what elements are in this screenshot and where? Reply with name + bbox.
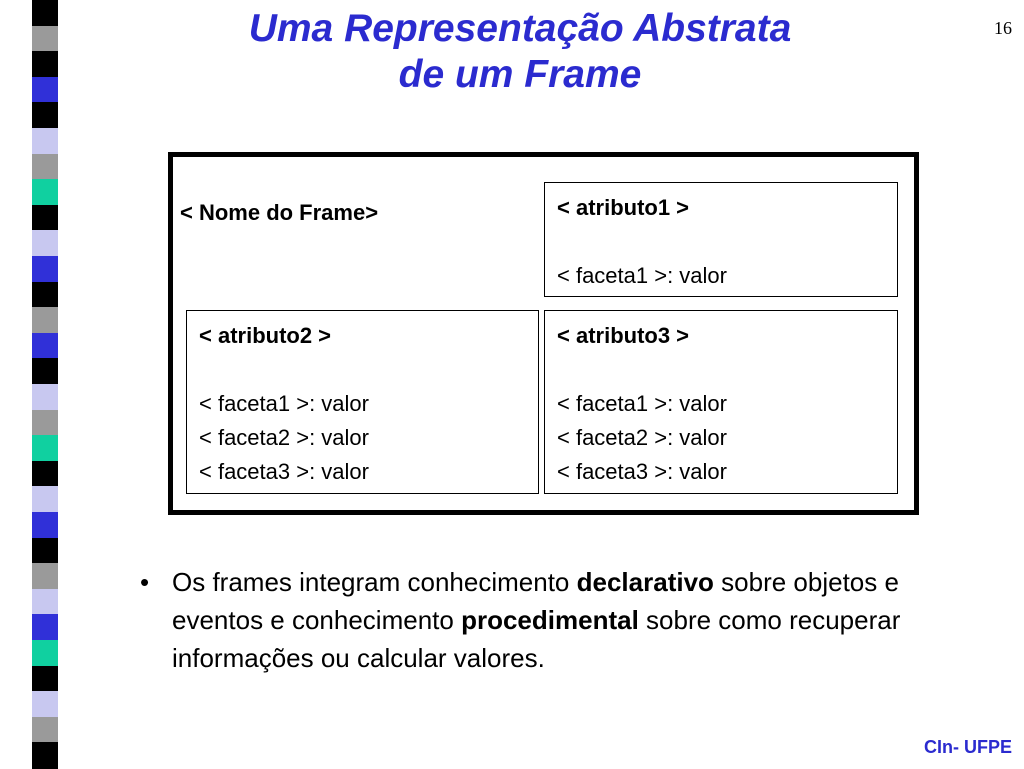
facet-line: < faceta1 >: valor bbox=[557, 263, 727, 288]
slot-atributo1-box bbox=[544, 182, 898, 297]
bullet-bold-term: procedimental bbox=[461, 605, 639, 635]
bullet-text-part: sobre como recuperar informações ou calcular valores. bbox=[172, 605, 901, 673]
facet-line: < faceta1 >: valor bbox=[199, 391, 369, 416]
strip-segment bbox=[32, 358, 58, 385]
strip-segment bbox=[32, 0, 58, 27]
strip-segment bbox=[32, 435, 58, 462]
footer-label: CIn- UFPE bbox=[924, 737, 1012, 757]
strip-segment bbox=[32, 691, 58, 718]
page-number: 16 bbox=[994, 18, 1012, 38]
facet-line: < faceta2 >: valor bbox=[199, 425, 369, 450]
strip-segment bbox=[32, 77, 58, 104]
facet-line: < faceta2 >: valor bbox=[557, 425, 727, 450]
strip-segment bbox=[32, 256, 58, 283]
strip-segment bbox=[32, 333, 58, 360]
strip-segment bbox=[32, 410, 58, 437]
slide-title bbox=[150, 6, 890, 98]
strip-segment bbox=[32, 102, 58, 129]
bullet-text bbox=[172, 563, 962, 677]
strip-segment bbox=[32, 230, 58, 257]
strip-segment bbox=[32, 51, 58, 78]
bullet-bold-term: declarativo bbox=[576, 567, 714, 597]
strip-segment bbox=[32, 666, 58, 693]
bullet-text-part: Os frames integram conhecimento bbox=[172, 567, 577, 597]
slot-title: < atributo1 > bbox=[557, 195, 690, 220]
slot-title: < atributo3 > bbox=[557, 323, 690, 348]
strip-segment bbox=[32, 486, 58, 513]
strip-segment bbox=[32, 538, 58, 565]
strip-segment bbox=[32, 717, 58, 744]
facet-line: < faceta1 >: valor bbox=[557, 391, 727, 416]
strip-segment bbox=[32, 563, 58, 590]
strip-segment bbox=[32, 512, 58, 539]
strip-segment bbox=[32, 384, 58, 411]
bullet-text-part: sobre objetos e eventos e conhecimento bbox=[172, 567, 899, 635]
strip-segment bbox=[32, 205, 58, 232]
strip-segment bbox=[32, 614, 58, 641]
strip-segment bbox=[32, 26, 58, 53]
strip-segment bbox=[32, 640, 58, 667]
bullet-marker: • bbox=[140, 567, 150, 597]
facet-line: < faceta3 >: valor bbox=[199, 459, 369, 484]
decorative-side-strip bbox=[32, 0, 58, 768]
strip-segment bbox=[32, 128, 58, 155]
strip-segment bbox=[32, 154, 58, 181]
strip-segment bbox=[32, 179, 58, 206]
strip-segment bbox=[32, 307, 58, 334]
frame-name-label: < Nome do Frame> bbox=[180, 200, 379, 225]
strip-segment bbox=[32, 742, 58, 769]
slot-atributo3-box bbox=[544, 310, 898, 494]
strip-segment bbox=[32, 589, 58, 616]
facet-line: < faceta3 >: valor bbox=[557, 459, 727, 484]
strip-segment bbox=[32, 461, 58, 488]
slot-title: < atributo2 > bbox=[199, 323, 332, 348]
strip-segment bbox=[32, 282, 58, 309]
slot-atributo2-box bbox=[186, 310, 539, 494]
title-line-1: Uma Representação Abstrata bbox=[248, 7, 792, 50]
title-line-2: de um Frame bbox=[398, 53, 642, 96]
